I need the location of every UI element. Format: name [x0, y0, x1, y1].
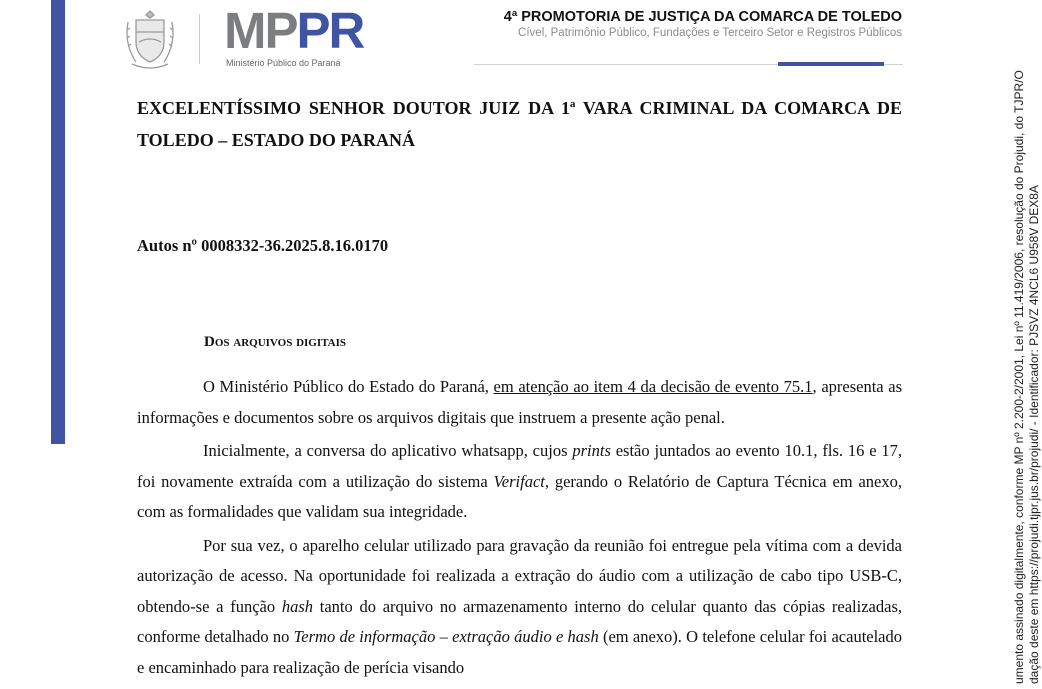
office-header — [504, 9, 902, 39]
header-accent — [778, 62, 884, 66]
office-subtitle: Cível, Patrimônio Público, Fundações e Terceiro Setor e Registros Públicos — [518, 27, 902, 39]
logo-pr: PR — [296, 2, 364, 59]
office-title: 4ª PROMOTORIA DE JUSTIÇA DA COMARCA DE TOLEDO — [503, 9, 902, 25]
digital-signature-note — [1012, 70, 1042, 684]
mppr-logo — [224, 2, 364, 68]
paragraph-1: O Ministério Público do Estado do Paraná, em atenção ao item 4 da decisão de evento 75.1, apresenta as informações e documentos sobre os arquivos digitais que instruem a presente ação penal. — [137, 377, 903, 427]
logo-subtitle: Ministério Público do Paraná — [226, 58, 341, 68]
paragraph-3: Por sua vez, o aparelho celular utilizado para gravação da reunião foi entregue pela vítima com a devida autorização de acesso. Na oportunidade foi realizada a extração do áudio com a utilização de cabo tipo USB-C, obtendo-se a função hash tanto do arquivo no armazenamento interno do celular quanto das cópias realizadas, conforme detalhado no Termo de informação – extração áudio e hash (em anexo). O telefone celular foi acautelado e encaminhado para realização de perícia visando — [137, 535, 903, 677]
document-body — [137, 92, 902, 683]
logo-separator — [199, 14, 200, 64]
decision-reference: em atenção ao item 4 da decisão de evento 75.1 — [493, 377, 813, 396]
logo-mp: MP — [224, 2, 297, 59]
section-title: Dos arquivos digitais — [204, 334, 346, 350]
signature-line-1: umento assinado digitalmente, conforme MP nº 2.200-2/2001, Lei nº 11.419/2006, resolução do Projudi, do TJPR/O — [1012, 70, 1026, 684]
paragraph-2: Inicialmente, a conversa do aplicativo whatsapp, cujos prints estão juntados ao evento 10.1, fls. 16 e 17, foi novamente extraída com a utilização do sistema Verifact, gerando o Relatório de Captura Técnica em anexo, com as formalidades que validam sua integridade. — [137, 441, 903, 521]
addressee: EXCELENTÍSSIMO SENHOR DOUTOR JUIZ DA 1ª VARA CRIMINAL DA COMARCA DE TOLEDO – ESTADO DO PARANÁ — [137, 98, 902, 150]
parana-coat-of-arms-icon — [122, 8, 178, 70]
signature-line-2: dação deste em https://projudi.tjpr.jus.br/projudi/ - Identificador: PJSVZ 4NCL6 U958V DEX8A — [1027, 185, 1041, 684]
case-number: Autos nº 0008332-36.2025.8.16.0170 — [137, 236, 389, 255]
left-accent-bar — [51, 0, 65, 444]
